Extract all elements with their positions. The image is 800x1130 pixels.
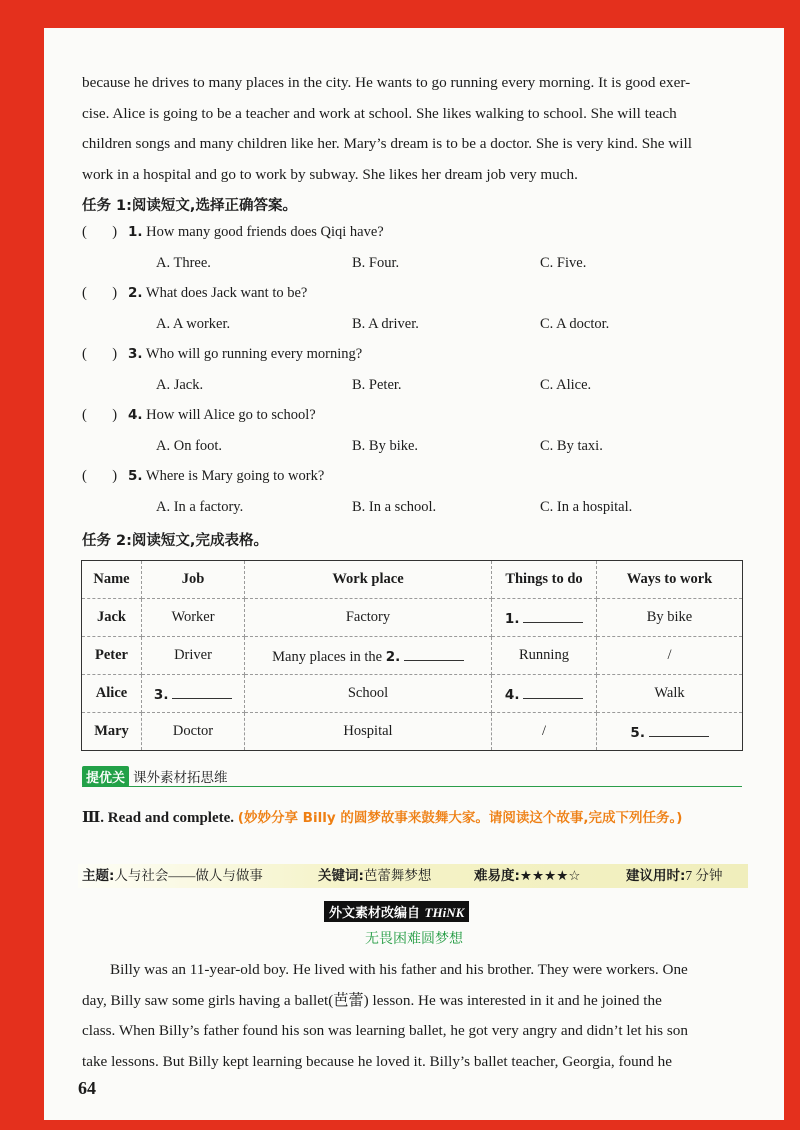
- story-paragraph: [82, 955, 746, 1077]
- header-work-place: Work place: [245, 561, 492, 599]
- question-3: [82, 346, 362, 363]
- source-label: 外文素材改编自 THiNK: [324, 901, 469, 922]
- question-5: [82, 468, 324, 485]
- fill-in-table: [81, 560, 743, 751]
- cell-name: Alice: [82, 675, 142, 713]
- cell-job: Worker: [142, 599, 245, 637]
- youhua-badge: 提优关: [82, 766, 129, 787]
- cell-job: Doctor: [142, 713, 245, 751]
- table-row: [82, 675, 743, 713]
- blank-number: 2.: [385, 648, 401, 665]
- cell-name: Mary: [82, 713, 142, 751]
- cell-place[interactable]: Many places in the 2.: [245, 637, 492, 675]
- cell-place: Factory: [245, 599, 492, 637]
- question-number: 1.: [128, 224, 143, 240]
- cell-things: /: [492, 713, 597, 751]
- story-line: class. When Billy’s father found his son was learning ballet, he got very angry and didn’t let his son: [82, 1022, 688, 1039]
- passage-line: because he drives to many places in the city. He wants to go running every morning. It is good exer-: [82, 74, 691, 91]
- question-2: [82, 285, 307, 302]
- blank-number: 4.: [504, 686, 520, 703]
- answer-blank[interactable]: ( ): [82, 346, 118, 362]
- answer-blank[interactable]: ( ): [82, 468, 118, 484]
- question-number: 2.: [128, 285, 143, 301]
- cell-job: Driver: [142, 637, 245, 675]
- question-number: 4.: [128, 407, 143, 423]
- table-header-row: [82, 561, 743, 599]
- option-b[interactable]: B. By bike.: [352, 438, 419, 454]
- blank-number: 1.: [504, 610, 520, 627]
- option-c[interactable]: C. A doctor.: [540, 316, 610, 332]
- header-name: Name: [82, 561, 142, 599]
- option-a[interactable]: A. A worker.: [156, 316, 231, 332]
- meta-bar: [78, 864, 748, 888]
- option-a[interactable]: A. On foot.: [156, 438, 223, 454]
- option-a[interactable]: A. Three.: [156, 255, 211, 271]
- question-text: How will Alice go to school?: [146, 407, 316, 423]
- cell-things[interactable]: [492, 599, 597, 637]
- answer-blank[interactable]: ( ): [82, 285, 118, 301]
- option-c[interactable]: C. Alice.: [540, 377, 592, 393]
- page-number: 64: [78, 1078, 96, 1098]
- keywords-value: 芭蕾舞梦想: [363, 868, 432, 883]
- passage-line: children songs and many children like her. Mary’s dream is to be a doctor. She is very kind. She will: [82, 135, 692, 152]
- option-b[interactable]: B. Four.: [352, 255, 400, 271]
- difficulty-label: 难易度:: [474, 868, 520, 884]
- task2-title: 任务 2:阅读短文,完成表格。: [82, 533, 268, 549]
- cell-ways: By bike: [597, 599, 743, 637]
- question-text: Where is Mary going to work?: [145, 468, 325, 484]
- question-text: What does Jack want to be?: [145, 285, 308, 301]
- header-job: Job: [142, 561, 245, 599]
- option-c[interactable]: C. In a hospital.: [540, 499, 633, 515]
- difficulty-stars: ★★★★☆: [519, 868, 581, 883]
- task1-title: 任务 1:阅读短文,选择正确答案。: [82, 198, 297, 214]
- section-3-heading: [82, 804, 747, 833]
- story-title: 无畏困难圆梦想: [365, 931, 463, 947]
- table-row: [82, 637, 743, 675]
- question-4: [82, 407, 316, 424]
- answer-blank-line: [172, 684, 232, 699]
- workbook-page: [44, 28, 784, 1120]
- youhua-text: 课外素材拓思维: [133, 770, 228, 786]
- answer-blank-line: [404, 646, 464, 661]
- option-a[interactable]: A. In a factory.: [156, 499, 244, 515]
- section-banner: [82, 766, 742, 787]
- header-ways-to-work: Ways to work: [597, 561, 743, 599]
- theme-value: 人与社会——做人与做事: [114, 868, 263, 883]
- option-b[interactable]: B. Peter.: [352, 377, 402, 393]
- answer-blank-line: [523, 608, 583, 623]
- section-instruction: (妙妙分享 Billy 的圆梦故事来鼓舞大家。请阅读这个故事,完成下列任务。): [237, 810, 683, 826]
- blank-number: 5.: [630, 724, 645, 741]
- question-1: [82, 224, 384, 241]
- time-label: 建议用时:: [626, 868, 686, 884]
- section-title: Read and complete.: [107, 810, 235, 826]
- cell-ways[interactable]: [597, 713, 743, 751]
- option-c[interactable]: C. Five.: [540, 255, 587, 271]
- blank-number: 3.: [153, 686, 169, 703]
- cell-ways: Walk: [597, 675, 743, 713]
- story-line: Billy was an 11-year-old boy. He lived with his father and his brother. They were workers. One: [110, 961, 688, 978]
- cell-job[interactable]: [142, 675, 245, 713]
- question-text: How many good friends does Qiqi have?: [146, 224, 384, 240]
- option-a[interactable]: A. Jack.: [156, 377, 204, 393]
- keywords-label: 关键词:: [318, 868, 364, 884]
- question-number: 5.: [128, 468, 143, 484]
- theme-label: 主题:: [82, 868, 115, 884]
- passage-line: cise. Alice is going to be a teacher and work at school. She likes walking to school. She will teach: [82, 104, 677, 122]
- table-row: [82, 713, 743, 751]
- answer-blank[interactable]: ( ): [82, 407, 118, 423]
- cell-things: Running: [492, 637, 597, 675]
- story-line: day, Billy saw some girls having a ballet(芭蕾) lesson. He was interested in it and he joined the: [82, 991, 662, 1009]
- table-row: [82, 599, 743, 637]
- answer-blank[interactable]: ( ): [82, 224, 118, 240]
- header-things-to-do: Things to do: [492, 561, 597, 599]
- passage-continued: [82, 68, 742, 190]
- cell-place: School: [245, 675, 492, 713]
- question-number: 3.: [128, 346, 143, 362]
- cell-name: Peter: [82, 637, 142, 675]
- cell-things[interactable]: [492, 675, 597, 713]
- section-roman: Ⅲ.: [82, 810, 105, 826]
- story-line: take lessons. But Billy kept learning because he loved it. Billy’s ballet teacher, Georgia, found he: [82, 1052, 673, 1070]
- cell-ways: /: [597, 637, 743, 675]
- cell-place: Hospital: [245, 713, 492, 751]
- answer-blank-line: [649, 722, 709, 737]
- option-b[interactable]: B. In a school.: [352, 499, 437, 515]
- option-c[interactable]: C. By taxi.: [540, 438, 603, 454]
- question-text: Who will go running every morning?: [145, 346, 363, 362]
- time-value: 7 分钟: [685, 868, 723, 883]
- answer-blank-line: [523, 684, 583, 699]
- passage-line: work in a hospital and go to work by subway. She likes her dream job very much.: [82, 165, 578, 183]
- option-b[interactable]: B. A driver.: [352, 316, 419, 332]
- cell-name: Jack: [82, 599, 142, 637]
